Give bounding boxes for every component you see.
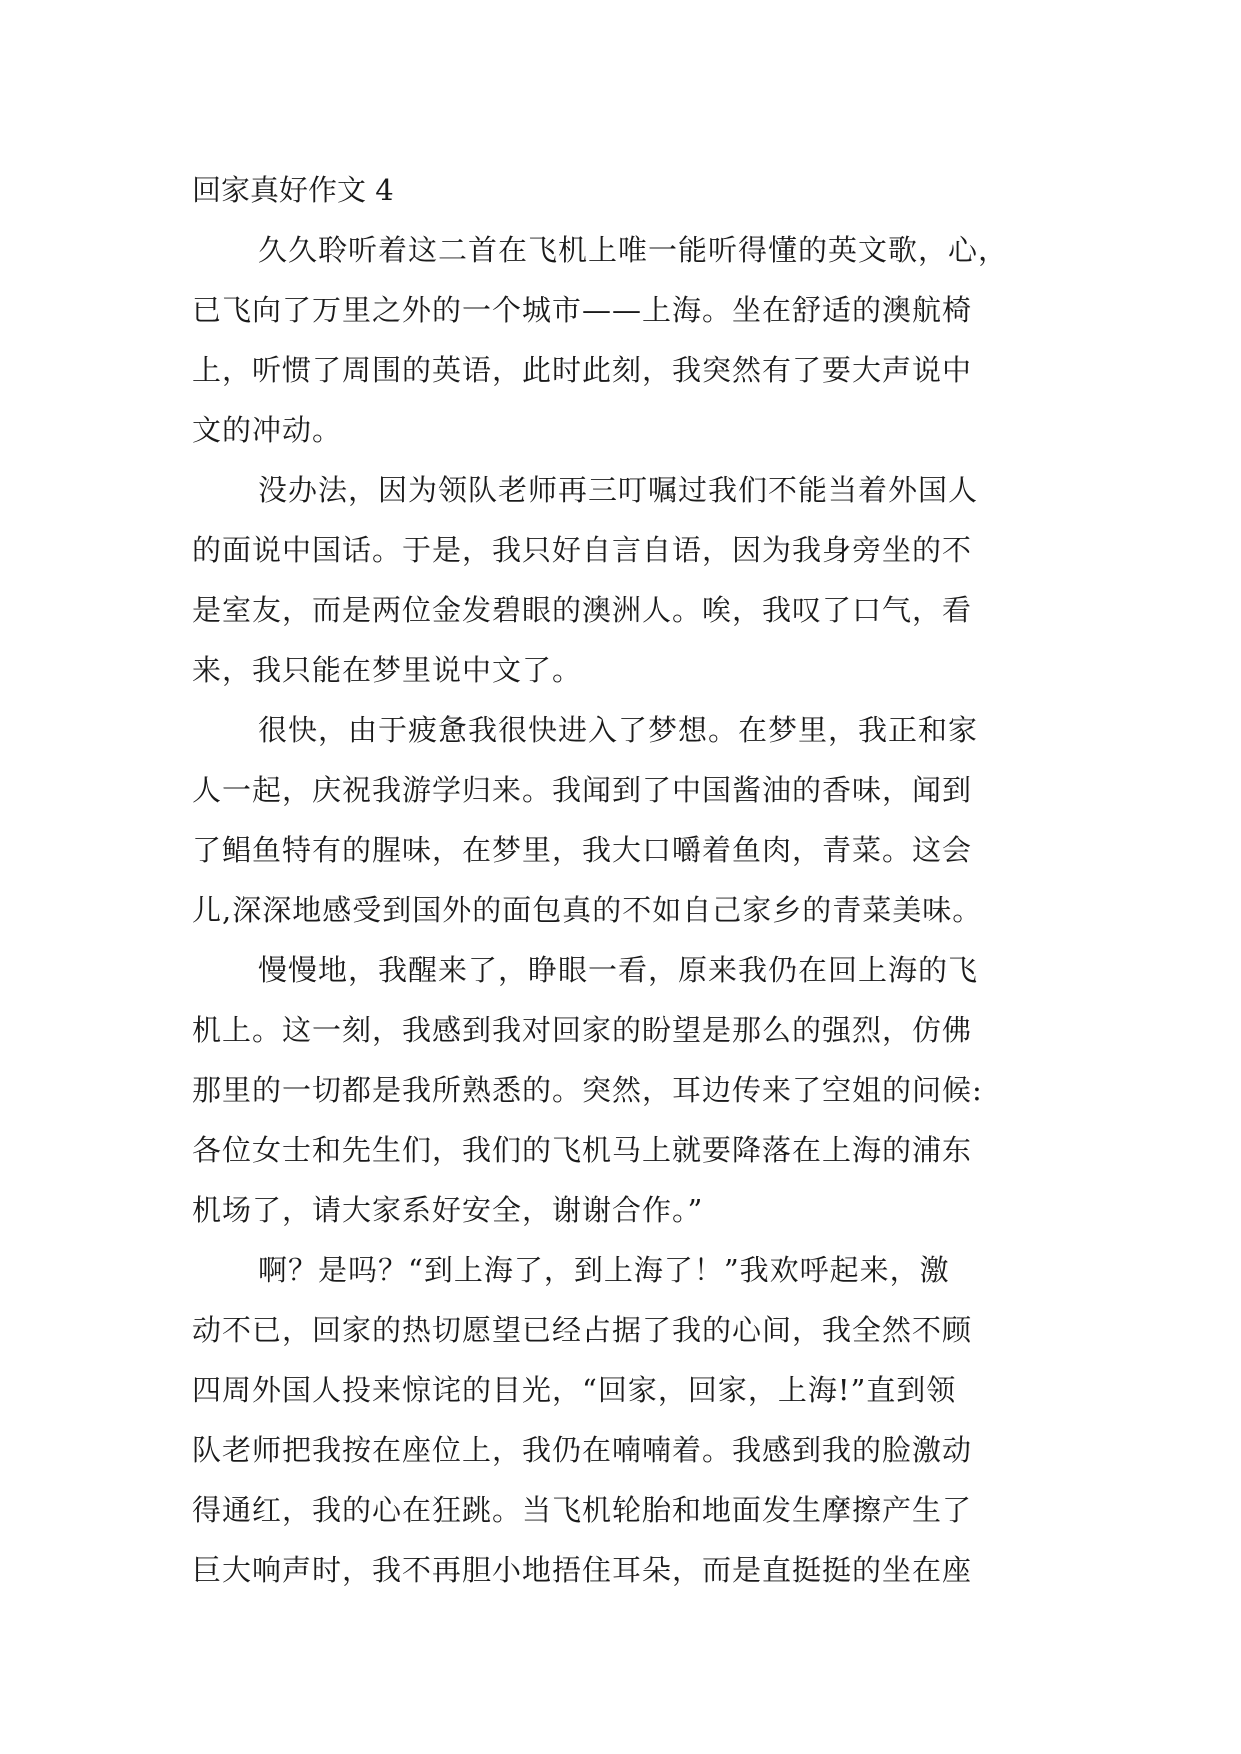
text-line: 文的冲动。 [192,413,343,447]
text-line: 动不已，回家的热切愿望已经占据了我的心间，我全然不顾 [192,1313,973,1347]
document-title: 回家真好作文 4 [192,173,394,207]
paragraph-2 [192,460,1052,700]
text-line: 慢慢地，我醒来了，睁眼一看，原来我仍在回上海的飞 [258,953,979,987]
text-line: 巨大响声时，我不再胆小地捂住耳朵，而是直挺挺的坐在座 [192,1553,973,1587]
text-line: 人一起，庆祝我游学归来。我闻到了中国酱油的香味，闻到 [192,773,973,807]
document-body [192,160,1052,1600]
text-line: 四周外国人投来惊诧的目光，“回家，回家，上海!”直到领 [192,1373,957,1407]
text-line: 啊？是吗？“到上海了，到上海了！”我欢呼起来，激 [258,1253,950,1287]
text-line: 上，听惯了周围的英语，此时此刻，我突然有了要大声说中 [192,353,973,387]
text-line: 很快，由于疲惫我很快进入了梦想。在梦里，我正和家 [258,713,979,747]
text-line: 的面说中国话。于是，我只好自言自语，因为我身旁坐的不 [192,533,973,567]
paragraph-3 [192,700,1052,940]
text-line: 来，我只能在梦里说中文了。 [192,653,583,687]
paragraph-5 [192,1240,1052,1600]
text-line: 儿,深深地感受到国外的面包真的不如自己家乡的青菜美味。 [192,893,983,927]
text-line: 了鲳鱼特有的腥味，在梦里，我大口嚼着鱼肉，青菜。这会 [192,833,973,867]
text-line: 各位女士和先生们，我们的飞机马上就要降落在上海的浦东 [192,1133,973,1167]
paragraph-1 [192,220,1052,460]
text-line: 没办法，因为领队老师再三叮嘱过我们不能当着外国人 [258,473,979,507]
text-line: 是室友，而是两位金发碧眼的澳洲人。唉，我叹了口气，看 [192,593,973,627]
text-line: 已飞向了万里之外的一个城市——上海。坐在舒适的澳航椅 [192,293,973,327]
paragraph-4 [192,940,1052,1240]
text-line: 久久聆听着这二首在飞机上唯一能听得懂的英文歌，心， [258,233,1009,267]
text-line: 机场了，请大家系好安全，谢谢合作。” [192,1193,704,1227]
text-line: 队老师把我按在座位上，我仍在喃喃着。我感到我的脸激动 [192,1433,973,1467]
text-line: 机上。这一刻，我感到我对回家的盼望是那么的强烈，仿佛 [192,1013,973,1047]
text-line: 得通红，我的心在狂跳。当飞机轮胎和地面发生摩擦产生了 [192,1493,973,1527]
text-line: 那里的一切都是我所熟悉的。突然，耳边传来了空姐的问候: [192,1073,983,1107]
